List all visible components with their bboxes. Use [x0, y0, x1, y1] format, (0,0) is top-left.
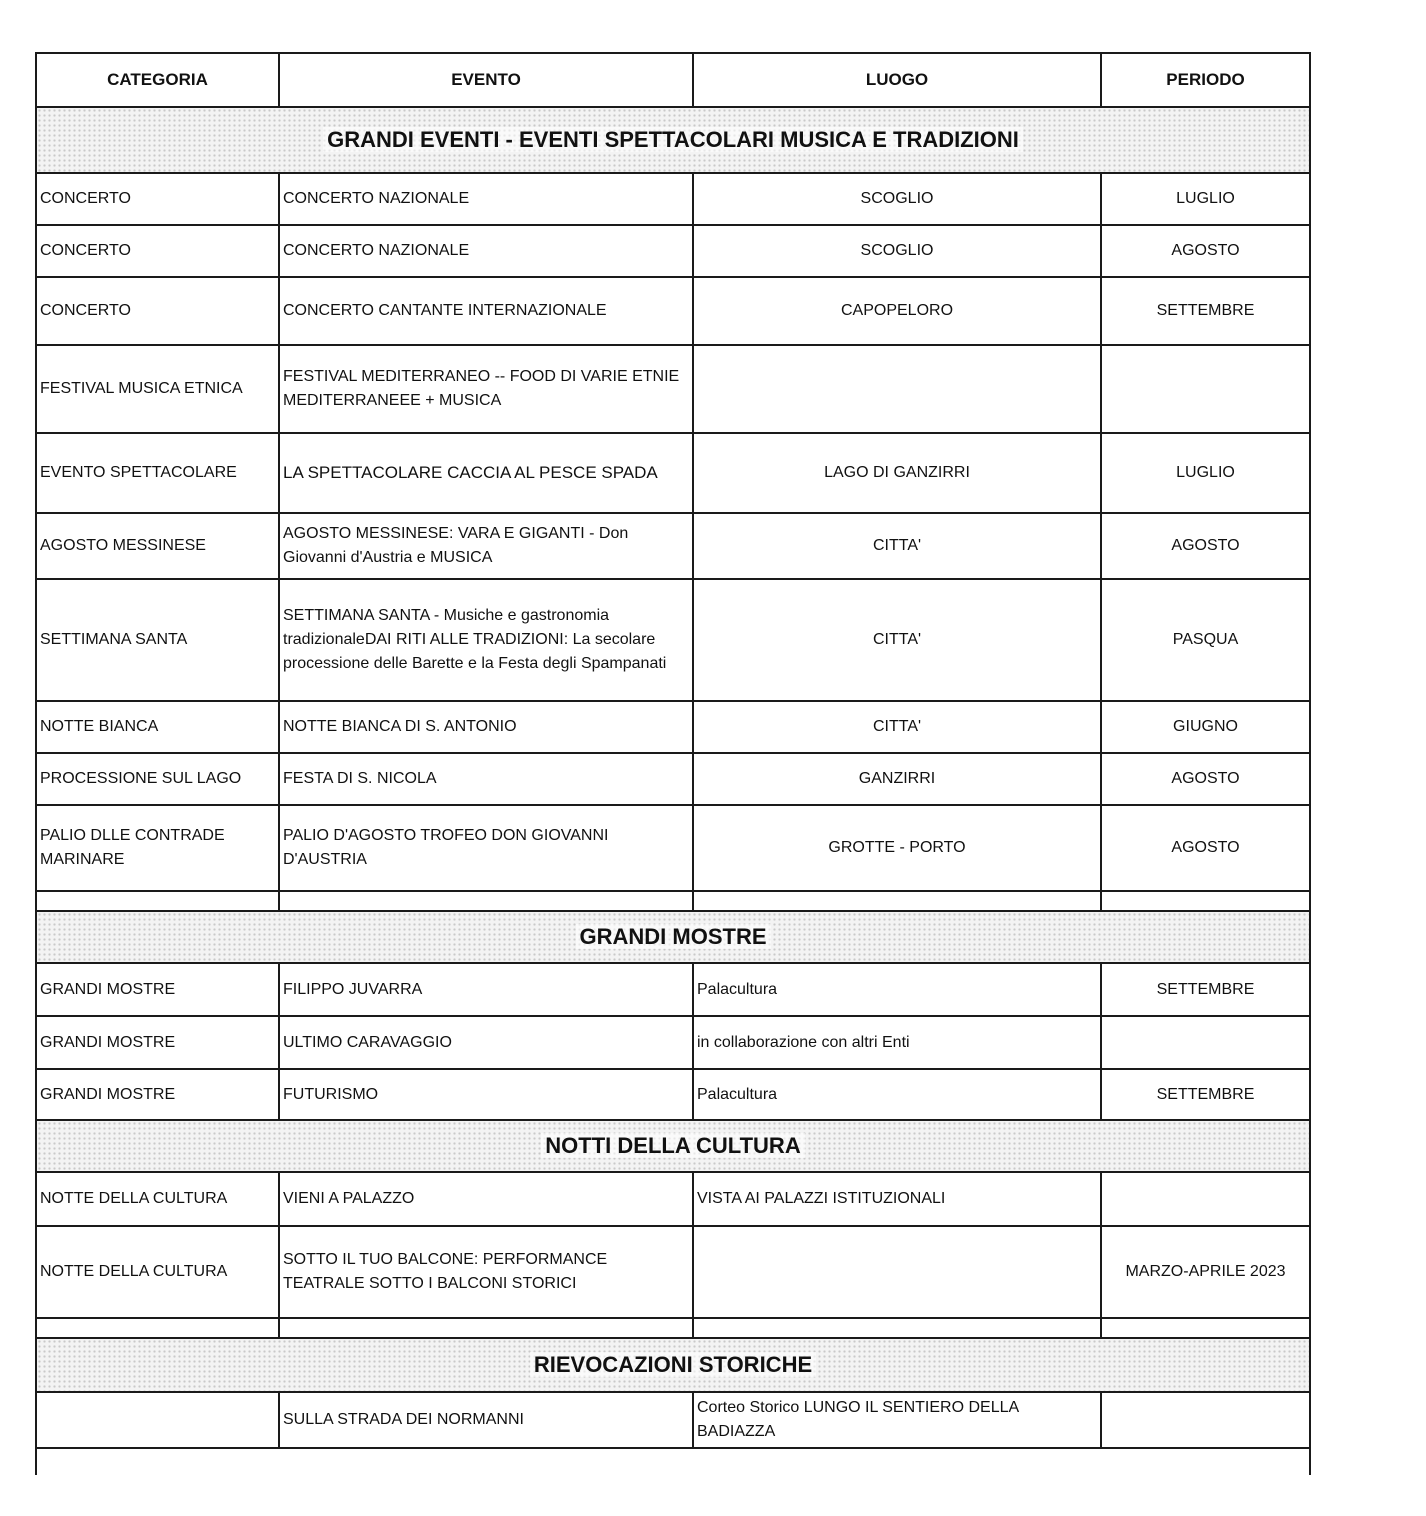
cell-categoria: PALIO DLLE CONTRADE MARINARE	[36, 805, 279, 891]
cell-categoria: NOTTE BIANCA	[36, 701, 279, 753]
cell-periodo: PASQUA	[1101, 579, 1310, 701]
cell-periodo: AGOSTO	[1101, 805, 1310, 891]
cell-periodo	[1101, 1172, 1310, 1226]
table-row	[36, 1069, 1310, 1120]
cell-luogo: GANZIRRI	[693, 753, 1101, 805]
cell-luogo: CAPOPELORO	[693, 277, 1101, 345]
cell-luogo	[693, 345, 1101, 433]
section-title-row	[36, 1338, 1310, 1392]
table-row	[36, 963, 1310, 1016]
cell-periodo: MARZO-APRILE 2023	[1101, 1226, 1310, 1318]
table-row	[36, 579, 1310, 701]
table-row	[36, 225, 1310, 277]
cell-evento: SULLA STRADA DEI NORMANNI	[279, 1392, 693, 1448]
empty-row	[36, 1448, 1310, 1475]
section-title: RIEVOCAZIONI STORICHE	[530, 1352, 816, 1377]
cell-luogo: CITTA'	[693, 579, 1101, 701]
section-title-row	[36, 107, 1310, 173]
cell-evento: NOTTE BIANCA DI S. ANTONIO	[279, 701, 693, 753]
cell-luogo: LAGO DI GANZIRRI	[693, 433, 1101, 513]
cell-evento: CONCERTO NAZIONALE	[279, 173, 693, 225]
table-row	[36, 1392, 1310, 1448]
table-row	[36, 805, 1310, 891]
cell-evento: FESTA DI S. NICOLA	[279, 753, 693, 805]
cell-categoria	[36, 1392, 279, 1448]
table-row	[36, 433, 1310, 513]
section-title: GRANDI MOSTRE	[576, 924, 771, 949]
section-title-row	[36, 1120, 1310, 1172]
cell-periodo	[1101, 1016, 1310, 1069]
table-row	[36, 1172, 1310, 1226]
cell-evento: SETTIMANA SANTA - Musiche e gastronomia tradizionaleDAI RITI ALLE TRADIZIONI: La secolare processione delle Barette e la Festa degli Spampanati	[279, 579, 693, 701]
header-row	[36, 53, 1310, 107]
cell-luogo: Palacultura	[693, 1069, 1101, 1120]
cell-categoria: CONCERTO	[36, 173, 279, 225]
cell-periodo	[1101, 345, 1310, 433]
cell-categoria: CONCERTO	[36, 225, 279, 277]
empty-row	[36, 1318, 1310, 1338]
table-row	[36, 1016, 1310, 1069]
cell-evento: FESTIVAL MEDITERRANEO -- FOOD DI VARIE ETNIE MEDITERRANEEE + MUSICA	[279, 345, 693, 433]
cell-evento: FUTURISMO	[279, 1069, 693, 1120]
cell-luogo	[693, 1226, 1101, 1318]
cell-categoria: NOTTE DELLA CULTURA	[36, 1172, 279, 1226]
cell-periodo: LUGLIO	[1101, 173, 1310, 225]
cell-evento: AGOSTO MESSINESE: VARA E GIGANTI - Don Giovanni d'Austria e MUSICA	[279, 513, 693, 579]
cell-periodo	[1101, 1392, 1310, 1448]
cell-categoria: PROCESSIONE SUL LAGO	[36, 753, 279, 805]
cell-luogo: Corteo Storico LUNGO IL SENTIERO DELLA BADIAZZA	[693, 1392, 1101, 1448]
cell-evento: PALIO D'AGOSTO TROFEO DON GIOVANNI D'AUSTRIA	[279, 805, 693, 891]
cell-categoria: GRANDI MOSTRE	[36, 1069, 279, 1120]
events-table	[35, 52, 1311, 1475]
cell-categoria: AGOSTO MESSINESE	[36, 513, 279, 579]
cell-evento: CONCERTO NAZIONALE	[279, 225, 693, 277]
cell-luogo: SCOGLIO	[693, 173, 1101, 225]
table-row	[36, 753, 1310, 805]
cell-periodo: SETTEMBRE	[1101, 1069, 1310, 1120]
cell-luogo: in collaborazione con altri Enti	[693, 1016, 1101, 1069]
cell-periodo: AGOSTO	[1101, 753, 1310, 805]
cell-evento: SOTTO IL TUO BALCONE: PERFORMANCE TEATRALE SOTTO I BALCONI STORICI	[279, 1226, 693, 1318]
table-row	[36, 1226, 1310, 1318]
section-title: NOTTI DELLA CULTURA	[541, 1133, 804, 1158]
cell-categoria: CONCERTO	[36, 277, 279, 345]
cell-luogo: CITTA'	[693, 701, 1101, 753]
table-row	[36, 513, 1310, 579]
section-title: GRANDI EVENTI - EVENTI SPETTACOLARI MUSICA E TRADIZIONI	[323, 127, 1023, 152]
cell-luogo: SCOGLIO	[693, 225, 1101, 277]
cell-evento: VIENI A PALAZZO	[279, 1172, 693, 1226]
table-row	[36, 701, 1310, 753]
cell-evento: FILIPPO JUVARRA	[279, 963, 693, 1016]
cell-periodo: LUGLIO	[1101, 433, 1310, 513]
cell-periodo: SETTEMBRE	[1101, 277, 1310, 345]
cell-categoria: SETTIMANA SANTA	[36, 579, 279, 701]
cell-categoria: GRANDI MOSTRE	[36, 963, 279, 1016]
table-row	[36, 345, 1310, 433]
cell-periodo: GIUGNO	[1101, 701, 1310, 753]
cell-evento: LA SPETTACOLARE CACCIA AL PESCE SPADA	[279, 433, 693, 513]
cell-categoria: GRANDI MOSTRE	[36, 1016, 279, 1069]
cell-categoria: FESTIVAL MUSICA ETNICA	[36, 345, 279, 433]
cell-categoria: EVENTO SPETTACOLARE	[36, 433, 279, 513]
cell-periodo: AGOSTO	[1101, 513, 1310, 579]
cell-categoria: NOTTE DELLA CULTURA	[36, 1226, 279, 1318]
cell-periodo: SETTEMBRE	[1101, 963, 1310, 1016]
cell-luogo: GROTTE - PORTO	[693, 805, 1101, 891]
cell-luogo: CITTA'	[693, 513, 1101, 579]
cell-luogo: Palacultura	[693, 963, 1101, 1016]
empty-row	[36, 891, 1310, 911]
section-title-row	[36, 911, 1310, 963]
cell-periodo: AGOSTO	[1101, 225, 1310, 277]
cell-evento: CONCERTO CANTANTE INTERNAZIONALE	[279, 277, 693, 345]
header-categoria: CATEGORIA	[36, 53, 279, 107]
header-evento: EVENTO	[279, 53, 693, 107]
table-row	[36, 173, 1310, 225]
cell-evento: ULTIMO CARAVAGGIO	[279, 1016, 693, 1069]
cell-luogo: VISTA AI PALAZZI ISTITUZIONALI	[693, 1172, 1101, 1226]
header-luogo: LUOGO	[693, 53, 1101, 107]
table-row	[36, 277, 1310, 345]
header-periodo: PERIODO	[1101, 53, 1310, 107]
